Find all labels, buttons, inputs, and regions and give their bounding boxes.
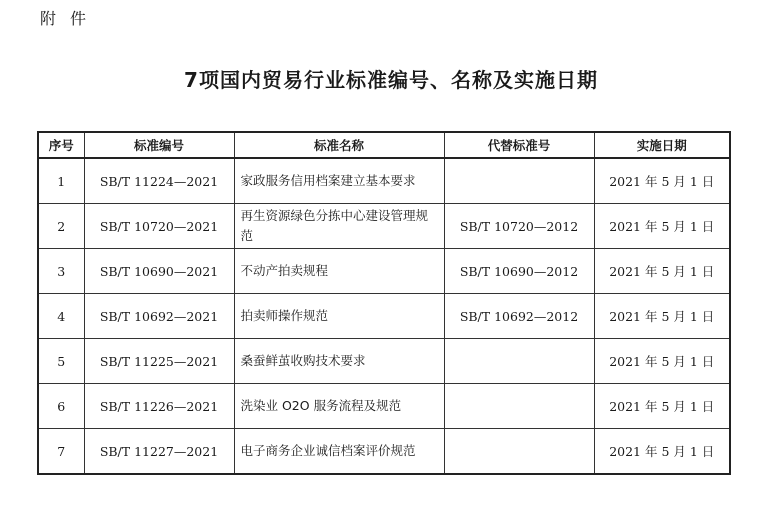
row-number: 7 (38, 429, 84, 475)
replaced-standard (444, 158, 594, 204)
standard-name: 电子商务企业诚信档案评价规范 (234, 429, 444, 475)
effective-date: 2021 年 5 月 1 日 (594, 339, 730, 384)
table-row (38, 204, 730, 249)
row-number: 5 (38, 339, 84, 384)
table-header-row (38, 132, 730, 158)
column-header-replaces: 代替标准号 (444, 132, 594, 158)
row-number: 1 (38, 158, 84, 204)
row-number: 2 (38, 204, 84, 249)
standard-code: SB/T 11225—2021 (84, 339, 234, 384)
table-row (38, 294, 730, 339)
effective-date: 2021 年 5 月 1 日 (594, 158, 730, 204)
column-header-name: 标准名称 (234, 132, 444, 158)
standard-code: SB/T 11224—2021 (84, 158, 234, 204)
standards-table (37, 131, 731, 475)
column-header-code: 标准编号 (84, 132, 234, 158)
standard-name: 拍卖师操作规范 (234, 294, 444, 339)
effective-date: 2021 年 5 月 1 日 (594, 429, 730, 475)
effective-date: 2021 年 5 月 1 日 (594, 204, 730, 249)
standard-code: SB/T 11227—2021 (84, 429, 234, 475)
attachment-label: 附件 (40, 9, 101, 28)
replaced-standard (444, 339, 594, 384)
table-row (38, 249, 730, 294)
column-header-date: 实施日期 (594, 132, 730, 158)
replaced-standard: SB/T 10720—2012 (444, 204, 594, 249)
replaced-standard: SB/T 10690—2012 (444, 249, 594, 294)
replaced-standard (444, 429, 594, 475)
standard-code: SB/T 10690—2021 (84, 249, 234, 294)
effective-date: 2021 年 5 月 1 日 (594, 294, 730, 339)
column-header-no: 序号 (38, 132, 84, 158)
replaced-standard (444, 384, 594, 429)
standard-name: 不动产拍卖规程 (234, 249, 444, 294)
row-number: 3 (38, 249, 84, 294)
effective-date: 2021 年 5 月 1 日 (594, 249, 730, 294)
standard-name: 再生资源绿色分拣中心建设管理规范 (234, 204, 444, 249)
standard-name: 洗染业 O2O 服务流程及规范 (234, 384, 444, 429)
table-row (38, 339, 730, 384)
standard-name: 桑蚕鲜茧收购技术要求 (234, 339, 444, 384)
table-row (38, 384, 730, 429)
standard-code: SB/T 10692—2021 (84, 294, 234, 339)
effective-date: 2021 年 5 月 1 日 (594, 384, 730, 429)
table-row (38, 429, 730, 475)
document-title: 7项国内贸易行业标准编号、名称及实施日期 (184, 68, 598, 92)
row-number: 4 (38, 294, 84, 339)
standard-name: 家政服务信用档案建立基本要求 (234, 158, 444, 204)
standard-code: SB/T 10720—2021 (84, 204, 234, 249)
table-row (38, 158, 730, 204)
replaced-standard: SB/T 10692—2012 (444, 294, 594, 339)
row-number: 6 (38, 384, 84, 429)
standard-code: SB/T 11226—2021 (84, 384, 234, 429)
